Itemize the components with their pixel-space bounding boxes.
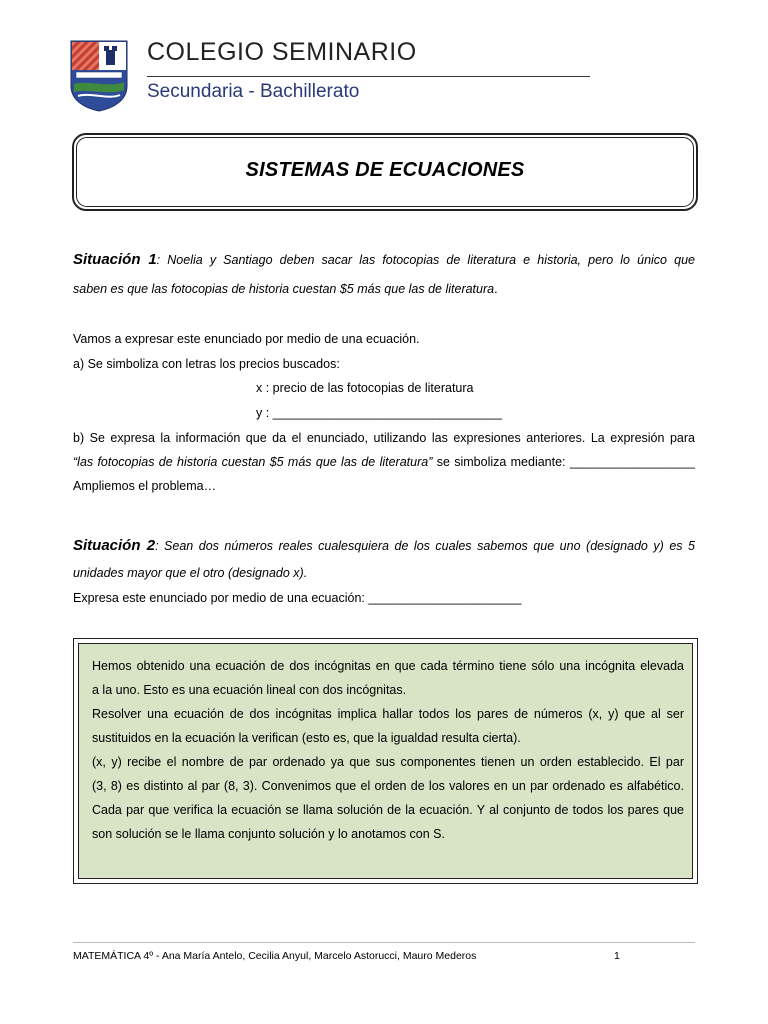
situacion-1-line-1 [73,251,695,269]
box-line-8: son solución se le llama conjunto solución y lo anotamos con S. [92,827,445,841]
step-b-line-2 [73,455,695,470]
step-b-line-1: b) Se expresa la información que da el enunciado, utilizando las expresiones anteriores. La expresión para [73,431,695,445]
situacion-1-line-2: saben es que las fotocopias de historia cuestan $5 más que las de literatura. [73,282,498,296]
box-line-7: Cada par que verifica la ecuación se llama solución de la ecuación. Y al conjunto de todos los pares que [92,803,684,817]
situacion-2-expresa: Expresa este enunciado por medio de una ecuación: ______________________ [73,591,522,605]
box-line-2: a la uno. Esto es una ecuación lineal con dos incógnitas. [92,683,407,697]
situacion-1-text-1: : Noelia y Santiago deben sacar las fotocopias de literatura e historia, pero lo único que [156,253,695,267]
situacion-2-label: Situación 2 [73,537,156,554]
step-b-quote: “las fotocopias de historia cuestan $5 más que las de literatura” [73,455,433,469]
situacion-1-text-2: saben es que las fotocopias de historia cuestan $5 más que las de literatura [73,282,495,296]
page-number: 1 [614,950,620,962]
box-line-5: (x, y) recibe el nombre de par ordenado ya que sus componentes tienen un orden establecido. El par [92,755,684,769]
school-crest-logo [70,40,128,112]
footer-authors: MATEMÁTICA 4º - Ana María Antelo, Cecilia Anyul, Marcelo Astorucci, Mauro Mederos [73,950,477,962]
box-line-1: Hemos obtenido una ecuación de dos incógnitas en que cada término tiene sólo una incógnita elevada [92,659,684,673]
school-levels: Secundaria - Bachillerato [147,81,360,102]
expresar-intro: Vamos a expresar este enunciado por medio de una ecuación. [73,332,420,346]
document-title: SISTEMAS DE ECUACIONES [245,159,525,181]
box-line-4: sustituidos en la ecuación la verifican (esto es, que la igualdad resulta cierta). [92,731,521,745]
x-definition: x : precio de las fotocopias de literatura [256,381,474,395]
definition-box-inner [78,643,693,879]
definition-box [73,638,698,884]
title-box [72,133,698,211]
situacion-2-line-2: unidades mayor que el otro (designado x). [73,566,308,580]
y-definition: y : _________________________________ [256,406,503,420]
header-divider [147,76,590,77]
school-name: COLEGIO SEMINARIO [147,38,417,66]
step-b-rest: se simboliza mediante: __________________ [432,455,695,469]
situacion-1-label: Situación 1 [73,251,157,268]
step-a: a) Se simboliza con letras los precios buscados: [73,357,340,371]
ampliemos-text: Ampliemos el problema… [73,479,217,493]
box-line-3: Resolver una ecuación de dos incógnitas implica hallar todos los pares de números (x, y) que al ser [92,707,684,721]
footer-divider [73,942,695,943]
situacion-2-text-1: : Sean dos números reales cualesquiera de los cuales sabemos que uno (designado y) es 5 [155,539,695,553]
situacion-2-line-1 [73,537,695,555]
box-line-6: (3, 8) es distinto al par (8, 3). Convenimos que el orden de los valores en un par ordenado es alfabético. [92,779,684,793]
